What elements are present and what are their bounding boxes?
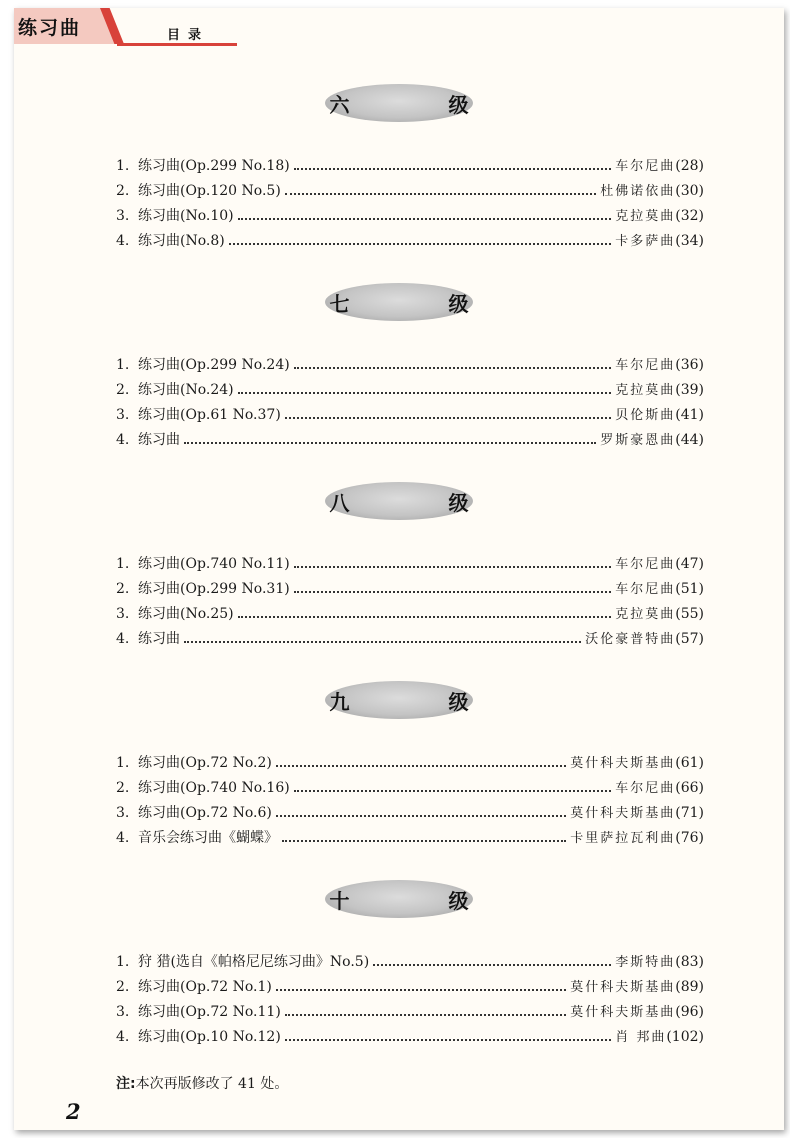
entry-title: 练习曲(No.24) — [138, 382, 234, 398]
toc-entry[interactable] — [116, 155, 704, 180]
leader-dots — [294, 168, 612, 170]
entry-composer: 杜佛诺依曲 — [600, 184, 676, 199]
toc-entry[interactable] — [116, 802, 704, 827]
leader-dots — [285, 417, 611, 419]
entry-number: 4. — [116, 631, 130, 647]
entry-number: 1. — [116, 158, 130, 174]
entry-composer: 车尔尼曲 — [615, 557, 676, 572]
toc-entry[interactable] — [116, 379, 704, 404]
entry-title: 练习曲(Op.299 No.18) — [138, 158, 290, 174]
entry-page: (96) — [675, 1004, 704, 1020]
entry-number: 3. — [116, 407, 130, 423]
entry-page: (47) — [675, 556, 704, 572]
entry-number: 3. — [116, 1004, 130, 1020]
entry-title: 练习曲(Op.72 No.2) — [138, 755, 272, 771]
entry-number: 1. — [116, 755, 130, 771]
entry-title: 练习曲(Op.299 No.31) — [138, 581, 290, 597]
toc-entry[interactable] — [116, 628, 704, 653]
entry-composer: 肖 邦曲 — [615, 1030, 667, 1045]
entry-number: 4. — [116, 830, 130, 846]
entry-page: (36) — [675, 357, 704, 373]
leader-dots — [285, 1014, 566, 1016]
entry-page: (71) — [675, 805, 704, 821]
leader-dots — [184, 641, 581, 643]
toc-entry[interactable] — [116, 205, 704, 230]
entry-page: (83) — [675, 954, 704, 970]
entry-number: 2. — [116, 780, 130, 796]
leader-dots — [276, 765, 566, 767]
toc-entry[interactable] — [116, 230, 704, 255]
entry-number: 1. — [116, 357, 130, 373]
leader-dots — [294, 591, 612, 593]
entry-title: 练习曲(No.25) — [138, 606, 234, 622]
toc-entry[interactable] — [116, 951, 704, 976]
toc-entry[interactable] — [116, 404, 704, 429]
toc-entry[interactable] — [116, 752, 704, 777]
toc-list-level-10 — [116, 951, 704, 1051]
entry-title: 狩 猎(选自《帕格尼尼练习曲》No.5) — [138, 954, 370, 970]
entry-title: 练习曲(Op.72 No.6) — [138, 805, 272, 821]
leader-dots — [238, 218, 612, 220]
entry-page: (55) — [675, 606, 704, 622]
header-rule — [117, 43, 237, 46]
level-badge-7 — [325, 283, 515, 321]
entry-number: 4. — [116, 432, 130, 448]
section-label-contents: 目录 — [167, 28, 210, 43]
entry-number: 3. — [116, 606, 130, 622]
entry-title: 练习曲(Op.10 No.12) — [138, 1029, 281, 1045]
entry-composer: 莫什科夫斯基曲 — [570, 756, 676, 771]
level-badge-10 — [325, 880, 515, 918]
leader-dots — [282, 840, 566, 842]
entry-composer: 莫什科夫斯基曲 — [570, 806, 676, 821]
entry-composer: 克拉莫曲 — [615, 383, 676, 398]
entry-composer: 莫什科夫斯基曲 — [570, 980, 676, 995]
level-badge-6 — [325, 84, 515, 122]
entry-number: 1. — [116, 556, 130, 572]
page-number: 2 — [66, 1099, 81, 1124]
toc-entry[interactable] — [116, 976, 704, 1001]
leader-dots — [285, 1039, 611, 1041]
leader-dots — [294, 367, 612, 369]
entry-composer: 卡多萨曲 — [615, 234, 676, 249]
entry-title: 练习曲(Op.72 No.11) — [138, 1004, 281, 1020]
entry-composer: 贝伦斯曲 — [615, 408, 676, 423]
entry-page: (51) — [675, 581, 704, 597]
toc-entry[interactable] — [116, 777, 704, 802]
entry-page: (89) — [675, 979, 704, 995]
note-text: 本次再版修改了 41 处。 — [135, 1076, 289, 1092]
entry-composer: 罗斯豪恩曲 — [600, 433, 676, 448]
toc-entry[interactable] — [116, 603, 704, 628]
leader-dots — [238, 616, 612, 618]
leader-dots — [285, 193, 596, 195]
entry-number: 3. — [116, 805, 130, 821]
entry-title: 练习曲 — [138, 631, 180, 647]
entry-composer: 车尔尼曲 — [615, 582, 676, 597]
entry-page: (28) — [675, 158, 704, 174]
entry-page: (39) — [675, 382, 704, 398]
toc-entry[interactable] — [116, 354, 704, 379]
entry-composer: 车尔尼曲 — [615, 159, 676, 174]
entry-page: (30) — [675, 183, 704, 199]
entry-title: 音乐会练习曲《蝴蝶》 — [138, 830, 278, 846]
level-title: 八 级 — [329, 490, 515, 515]
entry-composer: 卡里萨拉瓦利曲 — [570, 831, 676, 846]
toc-entry[interactable] — [116, 578, 704, 603]
toc-entry[interactable] — [116, 429, 704, 454]
entry-title: 练习曲(Op.120 No.5) — [138, 183, 281, 199]
book-title: 练习曲 — [18, 17, 82, 39]
entry-number: 2. — [116, 183, 130, 199]
leader-dots — [294, 566, 612, 568]
leader-dots — [276, 815, 566, 817]
leader-dots — [294, 790, 612, 792]
entry-number: 2. — [116, 581, 130, 597]
entry-number: 4. — [116, 233, 130, 249]
entry-composer: 莫什科夫斯基曲 — [570, 1005, 676, 1020]
toc-list-level-9 — [116, 752, 704, 852]
level-title: 十 级 — [329, 888, 515, 913]
toc-entry[interactable] — [116, 553, 704, 578]
entry-composer: 克拉莫曲 — [615, 209, 676, 224]
toc-entry[interactable] — [116, 827, 704, 852]
note-label: 注: — [116, 1076, 136, 1092]
entry-page: (44) — [675, 432, 704, 448]
level-title: 七 级 — [329, 291, 515, 316]
leader-dots — [229, 243, 612, 245]
toc-list-level-8 — [116, 553, 704, 653]
entry-number: 4. — [116, 1029, 130, 1045]
entry-page: (57) — [675, 631, 704, 647]
entry-composer: 车尔尼曲 — [615, 781, 676, 796]
leader-dots — [238, 392, 612, 394]
entry-title: 练习曲(Op.61 No.37) — [138, 407, 281, 423]
toc-entry[interactable] — [116, 180, 704, 205]
level-badge-9 — [325, 681, 515, 719]
level-title: 九 级 — [329, 689, 515, 714]
level-title: 六 级 — [329, 92, 515, 117]
entry-composer: 李斯特曲 — [615, 955, 676, 970]
entry-title: 练习曲(Op.299 No.24) — [138, 357, 290, 373]
entry-title: 练习曲(No.10) — [138, 208, 234, 224]
toc-entry[interactable] — [116, 1026, 704, 1051]
leader-dots — [276, 989, 566, 991]
entry-composer: 沃伦豪普特曲 — [585, 632, 676, 647]
entry-title: 练习曲(Op.72 No.1) — [138, 979, 272, 995]
entry-page: (41) — [675, 407, 704, 423]
entry-title: 练习曲 — [138, 432, 180, 448]
entry-number: 2. — [116, 382, 130, 398]
revision-note — [116, 1073, 288, 1093]
entry-composer: 车尔尼曲 — [615, 358, 676, 373]
entry-title: 练习曲(Op.740 No.16) — [138, 780, 290, 796]
entry-page: (76) — [675, 830, 704, 846]
entry-page: (34) — [675, 233, 704, 249]
entry-page: (32) — [675, 208, 704, 224]
leader-dots — [184, 442, 596, 444]
entry-page: (66) — [675, 780, 704, 796]
toc-list-level-7 — [116, 354, 704, 454]
entry-number: 2. — [116, 979, 130, 995]
entry-composer: 克拉莫曲 — [615, 607, 676, 622]
toc-entry[interactable] — [116, 1001, 704, 1026]
entry-page: (61) — [675, 755, 704, 771]
level-badge-8 — [325, 482, 515, 520]
entry-title: 练习曲(Op.740 No.11) — [138, 556, 290, 572]
entry-title: 练习曲(No.8) — [138, 233, 225, 249]
entry-number: 3. — [116, 208, 130, 224]
entry-page: (102) — [666, 1029, 704, 1045]
entry-number: 1. — [116, 954, 130, 970]
toc-list-level-6 — [116, 155, 704, 255]
leader-dots — [373, 964, 611, 966]
